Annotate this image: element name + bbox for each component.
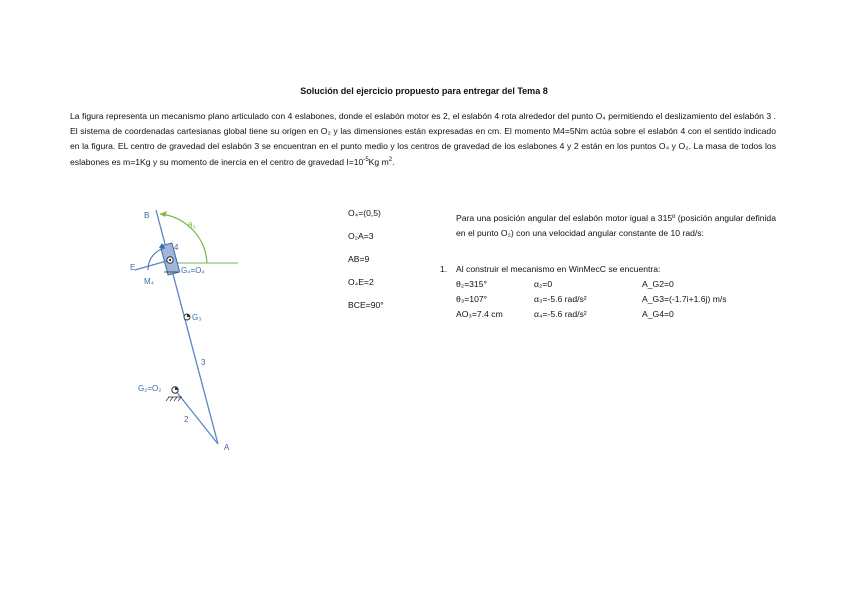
result-ag2: A_G2=0 bbox=[642, 279, 674, 289]
inertia-exponent: -5 bbox=[363, 157, 369, 164]
param-o4e: O₄E=2 bbox=[348, 277, 374, 287]
label-link2: 2 bbox=[184, 415, 189, 424]
position-statement: Para una posición angular del eslabón motor igual a 315º (posición angular definida en el punto O₂) con una velocidad angular constante de 10 rad/s: bbox=[456, 213, 776, 238]
statement-text: La figura representa un mecanismo plano articulado con 4 eslabones, donde el eslabón motor es 2, el eslabón 4 rota alrededor del punto O₄ permitiendo el deslizamiento del eslabón 3 . El sistema de coordenadas cartesianas global tiene su origen en O₂ y las dimensiones están expresadas en cm. El momento M4=5Nm actúa sobre el eslabón 4 con el sentido indicado en la figura. EL centro de gravedad del eslabón 3 se encuentran en el punto medio y los centros de gravedad de los eslabones 4 y 2 están en los puntos O₄ y O₂. La masa de todos los eslabones es m=1Kg y su momento de inercia en el centro de gravedad I=10 bbox=[70, 111, 776, 168]
link-2 bbox=[175, 390, 218, 444]
label-b: B bbox=[144, 211, 150, 220]
result-theta2: θ₂=315° bbox=[456, 279, 487, 289]
problem-statement bbox=[70, 109, 776, 170]
param-ab: AB=9 bbox=[348, 254, 370, 264]
list-text: Al construir el mecanismo en WinMecC se encuentra: bbox=[456, 264, 661, 274]
label-link3: 3 bbox=[201, 358, 206, 367]
label-e: E bbox=[130, 263, 136, 272]
link-4 bbox=[135, 260, 170, 270]
page-title: Solución del ejercicio propuesto para entregar del Tema 8 bbox=[300, 86, 548, 96]
result-ag4: A_G4=0 bbox=[642, 308, 674, 319]
list-item bbox=[440, 264, 660, 274]
result-alpha4: α₄=-5.6 rad/s² bbox=[534, 308, 587, 319]
param-bce: BCE=90° bbox=[348, 300, 384, 310]
inertia-units: Kg m bbox=[368, 157, 389, 168]
parameter-list bbox=[348, 208, 384, 323]
param-o2a: O₂A=3 bbox=[348, 231, 374, 241]
result-ag3: A_G3=(-1.7i+1.6j) m/s bbox=[642, 293, 727, 304]
label-theta3: θ₃ bbox=[188, 221, 196, 230]
label-a: A bbox=[224, 443, 230, 452]
label-link4: 4 bbox=[174, 243, 179, 252]
param-o4: O₄=(0,5) bbox=[348, 208, 381, 218]
theta3-arrowhead bbox=[160, 211, 167, 217]
units-exponent: 2 bbox=[388, 157, 393, 164]
label-g2: G₂=O₂ bbox=[138, 384, 162, 393]
label-m4: M₄ bbox=[144, 277, 154, 286]
result-ao3: AO₃=7.4 cm bbox=[456, 308, 503, 319]
statement-end: . bbox=[392, 157, 395, 168]
result-alpha2: α₂=0 bbox=[534, 279, 553, 289]
label-g4: G₄=O₄ bbox=[181, 266, 205, 275]
mechanism-figure bbox=[120, 200, 270, 460]
list-number: 1. bbox=[440, 264, 448, 274]
result-alpha3: α₃=-5.6 rad/s² bbox=[534, 293, 587, 304]
label-g3: G₃ bbox=[192, 313, 202, 322]
result-theta3: θ₃=107° bbox=[456, 293, 488, 304]
